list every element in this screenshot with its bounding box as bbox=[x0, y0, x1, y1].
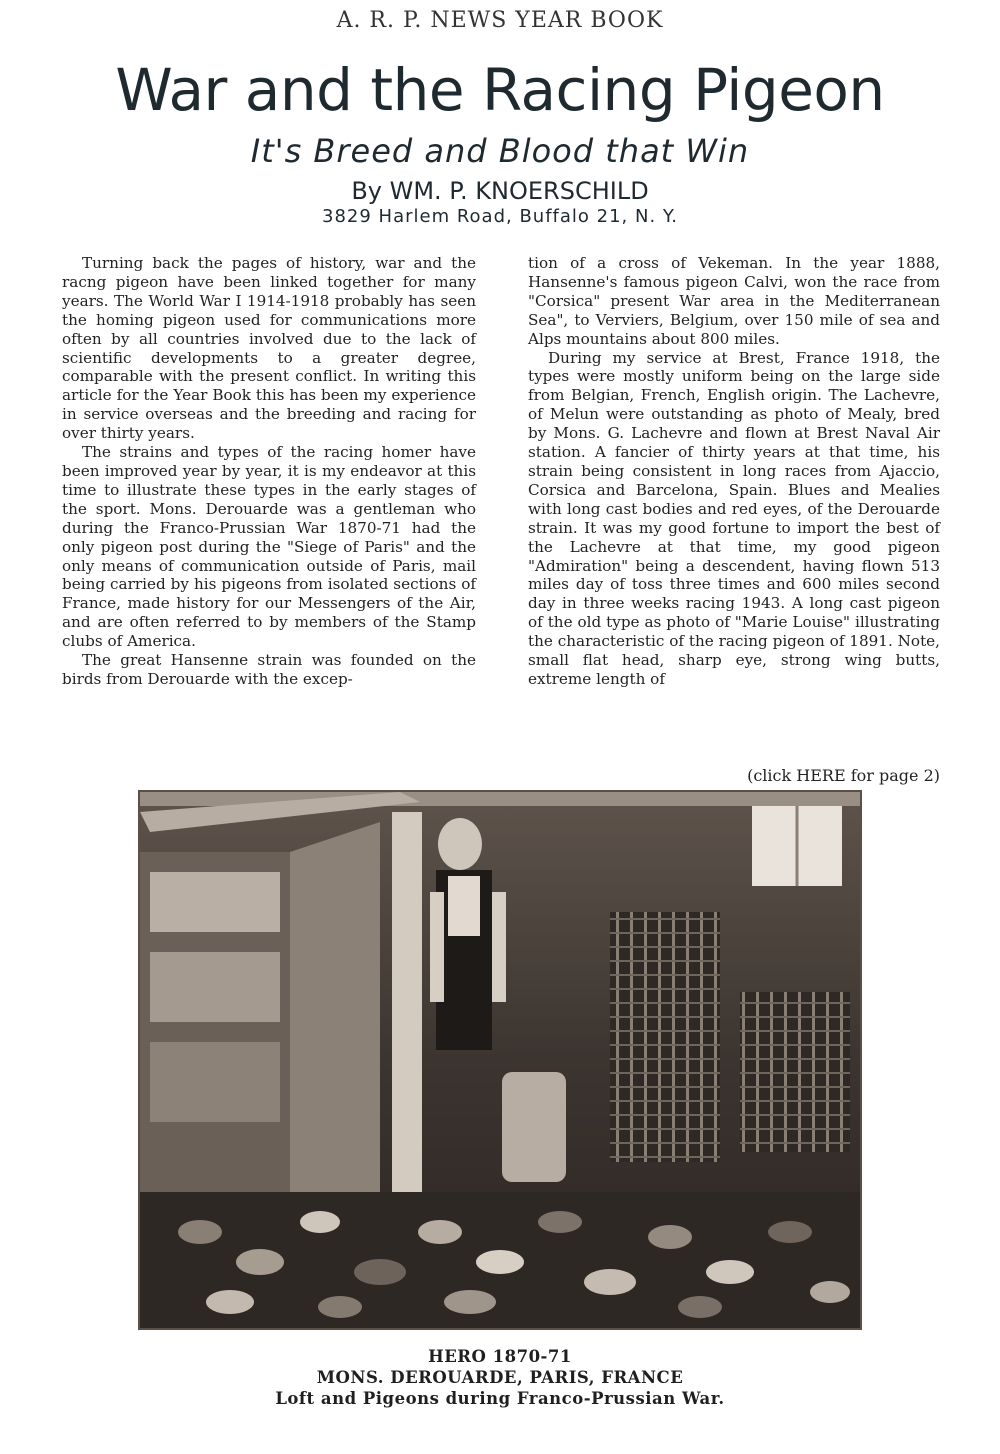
man-arm bbox=[492, 892, 506, 1002]
wooden-post bbox=[392, 812, 422, 1192]
man-arm bbox=[430, 892, 444, 1002]
cage-panel bbox=[740, 992, 850, 1152]
right-paragraph-1: tion of a cross of Vekeman. In the year 1888, Hansenne's famous pigeon Calvi, won the race from "Corsica" present War area in the Mediterranean Sea", to Verviers, Belgium, over 150 mile of sea and Alps mountains about 800 miles. bbox=[528, 254, 940, 348]
left-paragraph-1: Turning back the pages of history, war and the racng pigeon have been linked together for many years. The World War I 1914-1918 probably has seen the homing pigeon used for communications more often by all countries involved due to the lack of scientific developments to a greater degree, comparable with the present conflict. In writing this article for the Year Book this has been my experience in service overseas and the breeding and racing for over thirty years. bbox=[62, 254, 476, 443]
feed-barrel bbox=[502, 1072, 566, 1182]
caption-description: Loft and Pigeons during Franco-Prussian War. bbox=[275, 1389, 725, 1408]
article-column-right bbox=[528, 254, 940, 689]
article-title: War and the Racing Pigeon bbox=[115, 56, 885, 124]
author-byline: By WM. P. KNOERSCHILD bbox=[351, 177, 649, 205]
left-paragraph-2: The strains and types of the racing homer have been improved year by year, it is my endeavor at this time to illustrate these types in the early stages of the sport. Mons. Derouarde was a gentleman who during the Franco-Prussian War 1870-71 had the only pigeon post during the "Siege of Paris" and the only means of communication outside of Paris, mail being carried by his pigeons from isolated sections of France, made history for our Messengers of the Air, and are often referred to by members of the Stamp clubs of America. bbox=[62, 443, 476, 651]
author-address: 3829 Harlem Road, Buffalo 21, N. Y. bbox=[322, 206, 678, 227]
right-paragraph-2: During my service at Brest, France 1918, the types were mostly uniform being on the large side from Belgian, French, English origin. The Lachevre, of Melun were outstanding as photo of Mealy, bred by Mons. G. Lachevre and flown at Brest Naval Air station. A fancier of thirty years at that time, his strain being consistent in long races from Ajaccio, Corsica and Barcelona, Spain. Blues and Mealies with long cast bodies and red eyes, of the Derouarde strain. It was my good fortune to import the best of the Lachevre at that time, my good pigeon "Admiration" being a descendent, having flown 513 miles day of toss three times and 600 miles second day in three weeks racing 1943. A long cast pigeon of the old type as photo of "Marie Louise" illustrating the characteristic of the racing pigeon of 1891. Note, small flat head, sharp eye, strong wing butts, extreme length of bbox=[528, 348, 940, 688]
loft-photo bbox=[138, 790, 862, 1330]
man-head bbox=[438, 818, 482, 870]
caption-title: HERO 1870-71 bbox=[428, 1347, 572, 1366]
nest-box bbox=[150, 1042, 280, 1122]
cage-door bbox=[610, 912, 720, 1162]
caption-subject: MONS. DEROUARDE, PARIS, FRANCE bbox=[316, 1368, 684, 1387]
running-head: A. R. P. NEWS YEAR BOOK bbox=[336, 8, 664, 33]
nest-box bbox=[150, 952, 280, 1022]
loft-photo-illustration bbox=[140, 792, 860, 1328]
photo-caption bbox=[0, 1346, 1000, 1409]
man-shirt bbox=[448, 876, 480, 936]
next-page-link[interactable]: (click HERE for page 2) bbox=[747, 766, 940, 785]
article-column-left bbox=[62, 254, 476, 689]
article-subtitle: It's Breed and Blood that Win bbox=[250, 132, 750, 170]
nest-box bbox=[150, 872, 280, 932]
left-paragraph-3: The great Hansenne strain was founded on the birds from Derouarde with the excep- bbox=[62, 651, 476, 688]
